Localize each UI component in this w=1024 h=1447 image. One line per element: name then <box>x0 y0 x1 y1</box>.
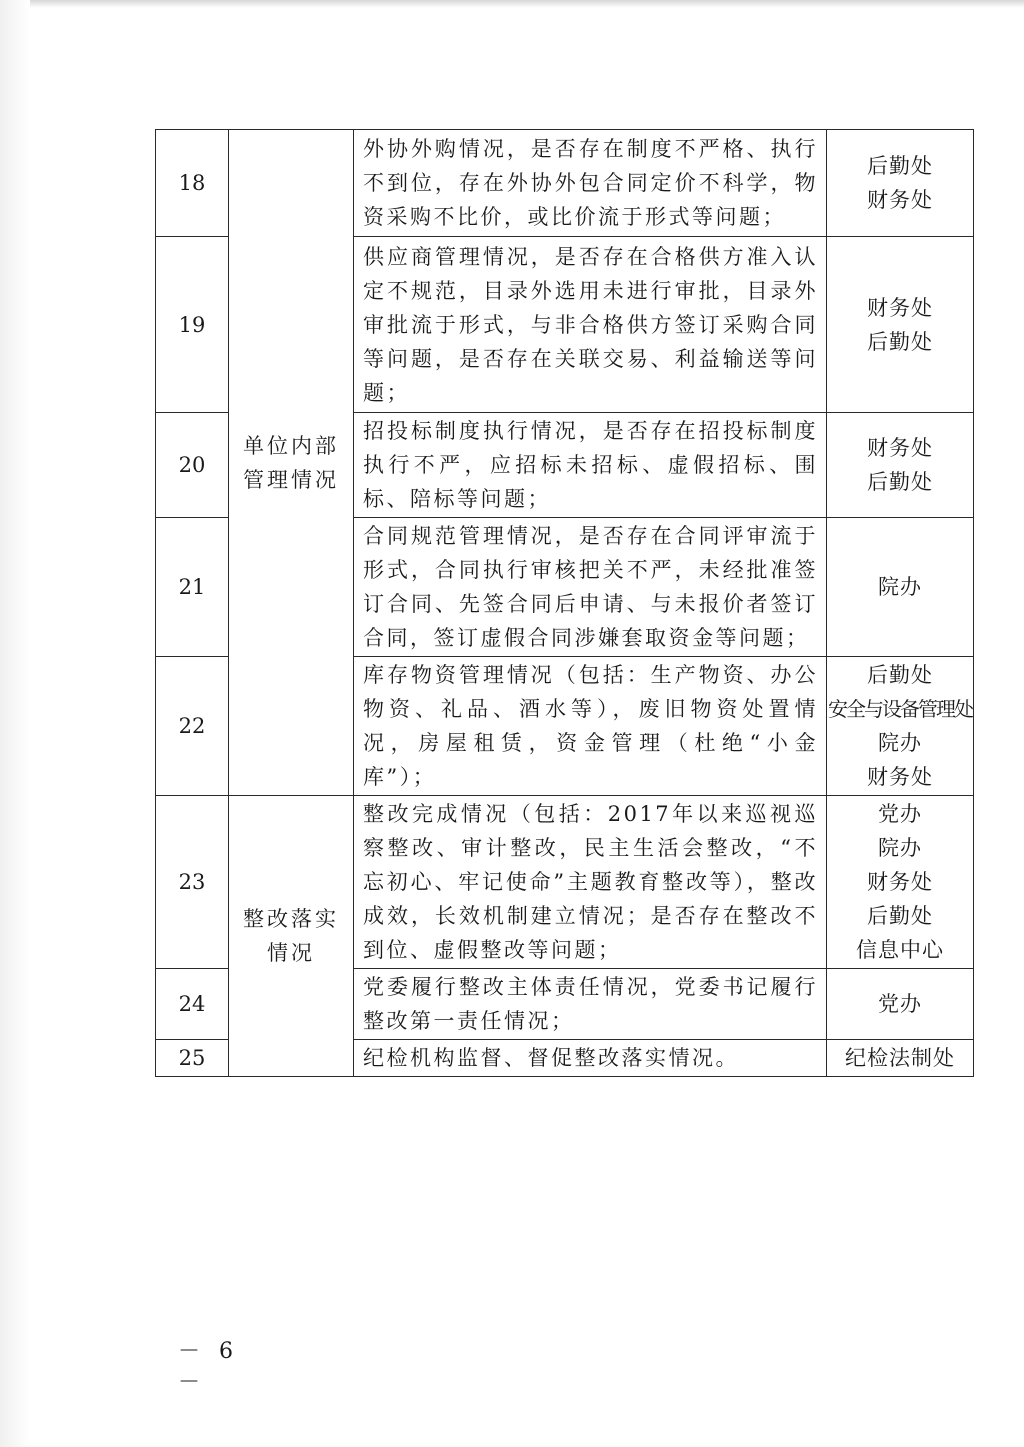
row-number: 22 <box>156 657 229 796</box>
row-departments <box>827 969 974 1040</box>
department: 安全与设备管理处 <box>828 697 972 721</box>
department: 财务处 <box>867 765 933 789</box>
row-number: 18 <box>156 130 229 237</box>
department: 后勤处 <box>867 329 933 354</box>
scan-edge-top <box>30 0 1024 8</box>
row-departments <box>827 1040 974 1077</box>
department: 财务处 <box>867 188 933 212</box>
category-rectification <box>229 796 354 1077</box>
row-departments <box>827 130 974 237</box>
department: 信息中心 <box>856 938 944 962</box>
category-line: 情况 <box>267 941 315 965</box>
department: 党办 <box>878 802 922 826</box>
row-number: 20 <box>156 413 229 518</box>
row-content: 外协外购情况，是否存在制度不严格、执行不到位，存在外协外包合同定价不科学，物资采购不比价，或比价流于形式等问题； <box>354 130 827 237</box>
row-content: 纪检机构监督、督促整改落实情况。 <box>354 1040 827 1077</box>
page-number: － 6 － <box>178 1339 239 1395</box>
department: 后勤处 <box>867 904 933 928</box>
inspection-table <box>155 129 974 1077</box>
department: 院办 <box>878 836 922 860</box>
row-departments <box>827 518 974 657</box>
category-internal-management <box>229 130 354 796</box>
row-departments <box>827 657 974 796</box>
row-content: 招投标制度执行情况，是否存在招投标制度执行不严，应招标未招标、虚假招标、围标、陪标等问题； <box>354 413 827 518</box>
row-departments <box>827 796 974 969</box>
department: 财务处 <box>867 870 933 894</box>
row-number: 19 <box>156 237 229 413</box>
department: 党办 <box>878 992 922 1016</box>
category-line: 整改落实 <box>243 907 339 931</box>
row-number: 24 <box>156 969 229 1040</box>
department: 后勤处 <box>867 154 933 178</box>
row-content: 整改完成情况（包括：2017年以来巡视巡察整改、审计整改，民主生活会整改，“不忘初心、牢记使命”主题教育整改等），整改成效，长效机制建立情况；是否存在整改不到位、虚假整改等问题； <box>354 796 827 969</box>
row-content: 库存物资管理情况（包括：生产物资、办公物资、礼品、酒水等），废旧物资处置情况，房屋租赁，资金管理（杜绝“小金库”）； <box>354 657 827 796</box>
department: 院办 <box>878 731 922 755</box>
row-number: 23 <box>156 796 229 969</box>
scan-edge-left <box>0 0 30 1447</box>
row-departments <box>827 237 974 413</box>
row-number: 21 <box>156 518 229 657</box>
table-row <box>156 130 974 237</box>
department: 后勤处 <box>867 663 933 687</box>
category-line: 管理情况 <box>243 467 339 492</box>
department: 院办 <box>878 575 922 599</box>
row-content: 合同规范管理情况，是否存在合同评审流于形式，合同执行审核把关不严，未经批准签订合同、先签合同后申请、与未报价者签订合同，签订虚假合同涉嫌套取资金等问题； <box>354 518 827 657</box>
row-departments <box>827 413 974 518</box>
department: 财务处 <box>867 436 933 460</box>
department: 财务处 <box>867 295 933 320</box>
row-content: 党委履行整改主体责任情况，党委书记履行整改第一责任情况； <box>354 969 827 1040</box>
category-line: 单位内部 <box>243 433 339 458</box>
department: 纪检法制处 <box>845 1046 955 1070</box>
row-content: 供应商管理情况，是否存在合格供方准入认定不规范，目录外选用未进行审批，目录外审批流于形式，与非合格供方签订采购合同等问题，是否存在关联交易、利益输送等问题； <box>354 237 827 413</box>
department: 后勤处 <box>867 470 933 494</box>
table-row <box>156 796 974 969</box>
row-number: 25 <box>156 1040 229 1077</box>
